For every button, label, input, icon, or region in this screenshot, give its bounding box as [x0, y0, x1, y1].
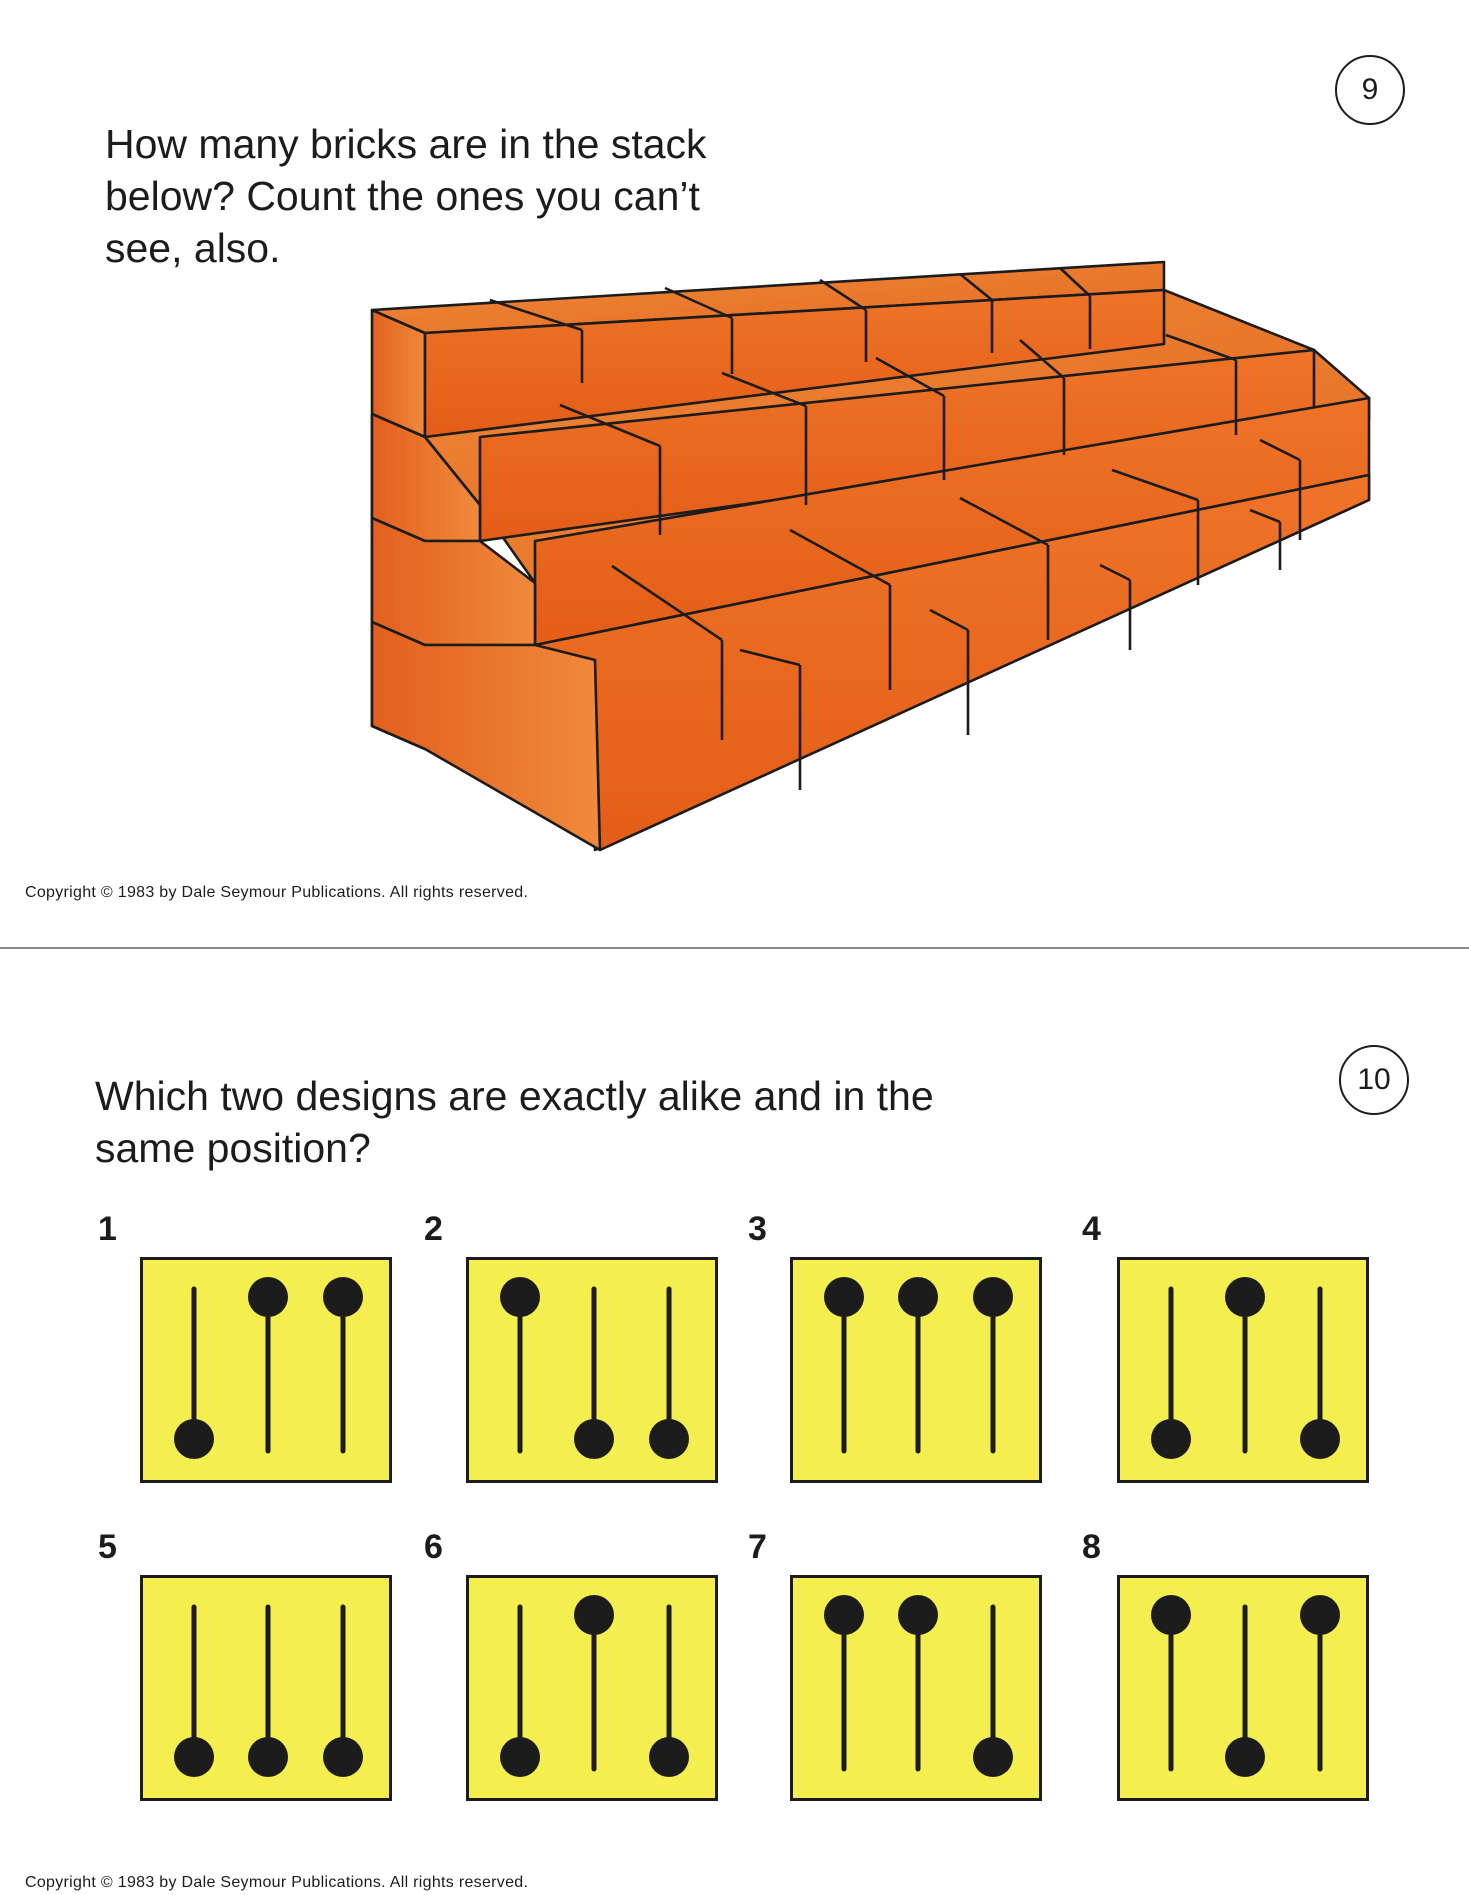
- question-line: Which two designs are exactly alike and in the: [95, 1073, 934, 1119]
- question-line: same position?: [95, 1125, 371, 1171]
- design-3[interactable]: [748, 1210, 1042, 1483]
- copyright-notice: Copyright © 1983 by Dale Seymour Publications. All rights reserved.: [25, 1874, 529, 1891]
- design-2[interactable]: [424, 1210, 718, 1483]
- pin-design-icon: [790, 1257, 1042, 1483]
- design-8[interactable]: [1082, 1528, 1369, 1801]
- design-number: 6: [424, 1528, 443, 1566]
- design-number: 2: [424, 1210, 443, 1248]
- design-number: 5: [98, 1528, 117, 1566]
- card-number: 10: [1357, 1063, 1391, 1096]
- brick-stack-illustration: [360, 250, 1380, 865]
- pin-design-icon: [466, 1575, 718, 1801]
- design-4[interactable]: [1082, 1210, 1369, 1483]
- card-number-badge: [1335, 55, 1405, 125]
- card-divider: [0, 947, 1469, 949]
- brick-side-face: [372, 622, 600, 850]
- question-line: below? Count the ones you can’t: [105, 173, 700, 219]
- question-line: How many bricks are in the stack: [105, 121, 707, 167]
- pin-design-icon: [466, 1257, 718, 1483]
- pin-design-icon: [1117, 1575, 1369, 1801]
- pin-design-icon: [140, 1575, 392, 1801]
- design-7[interactable]: [748, 1528, 1042, 1801]
- design-1[interactable]: [98, 1210, 392, 1483]
- pin-design-icon: [790, 1575, 1042, 1801]
- question-text: [95, 1070, 934, 1174]
- design-6[interactable]: [424, 1528, 718, 1801]
- card-number-badge: [1339, 1045, 1409, 1115]
- design-number: 8: [1082, 1528, 1101, 1566]
- card-number: 9: [1361, 73, 1379, 106]
- pin-design-icon: [1117, 1257, 1369, 1483]
- design-number: 7: [748, 1528, 767, 1566]
- design-number: 1: [98, 1210, 117, 1248]
- design-number: 4: [1082, 1210, 1101, 1248]
- pin-design-icon: [140, 1257, 392, 1483]
- question-line: see, also.: [105, 225, 281, 271]
- design-5[interactable]: [98, 1528, 392, 1801]
- copyright-notice: Copyright © 1983 by Dale Seymour Publications. All rights reserved.: [25, 884, 529, 901]
- puzzle-card-10: [0, 950, 1469, 1895]
- design-number: 3: [748, 1210, 767, 1248]
